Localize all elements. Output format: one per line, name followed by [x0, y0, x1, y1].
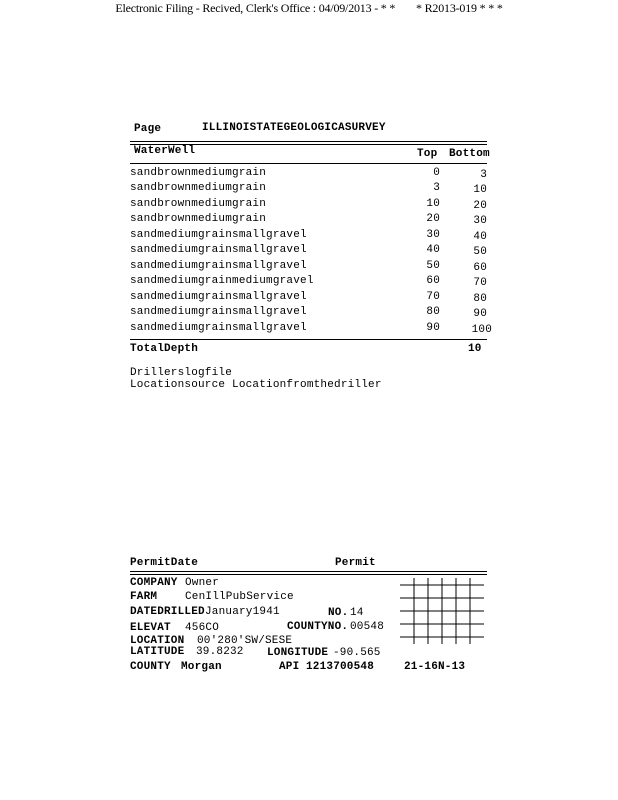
col-top-header: Top — [417, 148, 438, 160]
section-grid — [400, 578, 484, 644]
table-bottom-rule — [130, 339, 487, 340]
permit-label: Permit — [335, 557, 376, 569]
row-bottom: 90 — [473, 308, 487, 320]
row-desc: sandbrownmediumgrain — [130, 213, 267, 225]
row-desc: sandbrownmediumgrain — [130, 167, 267, 179]
row-top: 30 — [426, 229, 440, 241]
township-range: 21-16N-13 — [404, 661, 466, 673]
farm-label: FARM — [130, 591, 158, 603]
longitude-value: -90.565 — [333, 647, 381, 659]
row-bottom: 100 — [471, 324, 492, 336]
location-value: 00'280'SW/SESE — [197, 635, 293, 647]
row-desc: sandmediumgrainsmallgravel — [130, 291, 307, 303]
farm-value: CenIllPubService — [185, 591, 294, 603]
drillers-log: Drillerslogfile — [130, 367, 233, 379]
col-bottom-header: Bottom — [449, 148, 490, 160]
footer-rule-1 — [130, 571, 487, 572]
latitude-label: LATITUDE — [130, 646, 185, 658]
row-bottom: 80 — [473, 293, 487, 305]
col-well-header: WaterWell — [134, 145, 196, 157]
permit-date-label: PermitDate — [130, 557, 199, 569]
date-drilled-label: DATEDRILLED — [130, 606, 205, 618]
row-desc: sandmediumgrainsmallgravel — [130, 322, 307, 334]
row-bottom: 70 — [473, 277, 487, 289]
row-bottom: 60 — [473, 262, 487, 274]
api-value: 1213700548 — [306, 661, 375, 673]
row-top: 50 — [426, 260, 440, 272]
row-desc: sandmediumgrainsmallgravel — [130, 260, 307, 272]
county-label: COUNTY — [130, 661, 171, 673]
elevation-value: 456CO — [185, 622, 220, 634]
survey-title: ILLINOISTATEGEOLOGICASURVEY — [202, 122, 386, 134]
row-top: 10 — [426, 198, 440, 210]
row-top: 20 — [426, 213, 440, 225]
total-depth-value: 10 — [468, 343, 482, 355]
row-desc: sandmediumgrainsmallgravel — [130, 306, 307, 318]
company-value: Owner — [185, 577, 220, 589]
county-value: Morgan — [181, 661, 222, 673]
county-no-value: 00548 — [350, 621, 385, 633]
well-no-label: NO. — [328, 607, 349, 619]
page-label: Page — [134, 123, 162, 135]
filing-header — [0, 1, 618, 16]
row-bottom: 50 — [473, 246, 487, 258]
row-bottom: 30 — [473, 215, 487, 227]
api-label: API — [279, 661, 300, 673]
row-desc: sandmediumgrainsmallgravel — [130, 244, 307, 256]
row-desc: sandmediumgrainsmallgravel — [130, 229, 307, 241]
row-top: 3 — [433, 182, 440, 194]
well-no-value: 14 — [350, 607, 364, 619]
longitude-label: LONGITUDE — [267, 647, 329, 659]
elevation-label: ELEVAT — [130, 622, 171, 634]
location-source: Locationsource Locationfromthedriller — [130, 379, 382, 391]
row-bottom: 20 — [473, 200, 487, 212]
county-no-label: COUNTYNO. — [287, 621, 349, 633]
row-bottom: 3 — [480, 169, 487, 181]
row-top: 40 — [426, 244, 440, 256]
docket-number: * R2013-019 * * * — [416, 1, 503, 15]
latitude-value: 39.8232 — [196, 646, 244, 658]
row-top: 70 — [426, 291, 440, 303]
company-label: COMPANY — [130, 577, 178, 589]
filing-stamp: Electronic Filing - Recived, Clerk's Office : 04/09/2013 - * * — [115, 1, 396, 15]
date-drilled-value: January1941 — [205, 606, 280, 618]
row-desc: sandbrownmediumgrain — [130, 182, 267, 194]
row-top: 80 — [426, 306, 440, 318]
title-rule-1 — [130, 141, 487, 142]
row-bottom: 10 — [473, 184, 487, 196]
row-top: 90 — [426, 322, 440, 334]
row-desc: sandmediumgrainmediumgravel — [130, 275, 314, 287]
row-top: 60 — [426, 275, 440, 287]
row-desc: sandbrownmediumgrain — [130, 198, 267, 210]
location-label: LOCATION — [130, 635, 185, 647]
row-top: 0 — [433, 167, 440, 179]
footer-rule-2 — [130, 574, 487, 575]
total-depth-label: TotalDepth — [130, 343, 199, 355]
header-rule — [130, 163, 487, 164]
row-bottom: 40 — [473, 231, 487, 243]
